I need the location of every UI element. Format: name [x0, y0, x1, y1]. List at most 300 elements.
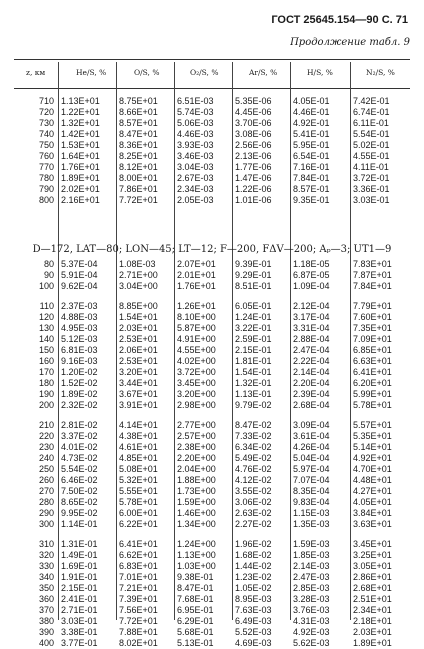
table-cell: 2.38E+00: [177, 442, 216, 452]
column-header-n2: N₂/S, %: [366, 68, 395, 77]
table-cell: 3.91E+01: [119, 400, 158, 410]
table-top-rule: [14, 59, 410, 60]
table-cell: 2.15E-01: [235, 345, 272, 355]
table-cell: 5.68E-01: [177, 627, 214, 637]
altitude-cell: 180: [38, 378, 54, 388]
altitude-cell: 170: [38, 367, 54, 377]
table-cell: 2.15E-01: [61, 583, 98, 593]
block1-o-column: [119, 96, 158, 206]
altitude-cell: 370: [38, 605, 54, 615]
table-cell: 5.02E-01: [353, 140, 390, 150]
section-conditions-label: D—172, LAT—80; LON—45; LT—12; F—200, FΔV—200; Aₚ—3; UT1—9: [32, 244, 392, 255]
table-cell: 5.14E+01: [353, 442, 392, 452]
block1-altitude-column: [14, 96, 54, 206]
table-cell: 5.35E+01: [353, 431, 392, 441]
row-spacer: [61, 530, 98, 539]
table-cell: 6.20E+01: [353, 378, 392, 388]
table-cell: 7.88E+01: [119, 627, 158, 637]
table-cell: 8.85E+00: [119, 301, 158, 311]
table-cell: 1.59E-03: [293, 539, 330, 549]
table-cell: 3.72E+00: [177, 367, 216, 377]
row-spacer: [119, 530, 158, 539]
table-cell: 5.62E-03: [293, 638, 330, 648]
table-cell: 2.12E-04: [293, 301, 330, 311]
table-cell: 2.05E-03: [177, 195, 214, 205]
table-cell: 9.79E-02: [235, 400, 272, 410]
table-cell: 1.23E-02: [235, 572, 272, 582]
table-cell: 3.45E+01: [353, 539, 392, 549]
block1-h-column: [293, 96, 330, 206]
table-cell: 3.04E-03: [177, 162, 214, 172]
table-cell: 7.60E+01: [353, 312, 392, 322]
table-cell: 4.02E+00: [177, 356, 216, 366]
row-spacer: [14, 292, 54, 301]
table-cell: 1.76E+01: [61, 162, 100, 172]
row-spacer: [177, 411, 216, 420]
table-cell: 3.25E+01: [353, 550, 392, 560]
table-cell: 6.87E-05: [293, 270, 330, 280]
table-cell: 5.06E-03: [177, 118, 214, 128]
table-cell: 1.35E-03: [293, 519, 330, 529]
table-cell: 4.69E-03: [235, 638, 272, 648]
table-cell: 2.37E-03: [61, 301, 98, 311]
table-cell: 3.36E-01: [353, 184, 390, 194]
table-cell: 2.59E-01: [235, 334, 272, 344]
altitude-cell: 120: [38, 312, 54, 322]
altitude-cell: 380: [38, 616, 54, 626]
column-divider: [290, 62, 291, 620]
table-cell: 7.33E-02: [235, 431, 272, 441]
table-cell: 1.32E+01: [61, 118, 100, 128]
table-cell: 3.06E-02: [235, 497, 272, 507]
table-cell: 3.05E+01: [353, 561, 392, 571]
altitude-cell: 140: [38, 334, 54, 344]
table-cell: 9.16E-03: [61, 356, 98, 366]
table-cell: 5.97E-04: [293, 464, 330, 474]
table-cell: 3.28E-03: [293, 594, 330, 604]
block2-o-column: [119, 259, 158, 649]
row-spacer: [353, 530, 392, 539]
table-cell: 1.24E+00: [177, 539, 216, 549]
table-cell: 1.03E+00: [177, 561, 216, 571]
table-cell: 1.20E-02: [61, 367, 98, 377]
row-spacer: [61, 411, 98, 420]
table-cell: 4.95E-03: [61, 323, 98, 333]
column-header-he: He/S, %: [76, 68, 107, 77]
block2-altitude-column: [14, 259, 54, 649]
column-header-z: z, км: [26, 68, 46, 77]
table-cell: 4.05E-01: [293, 96, 330, 106]
altitude-cell: 710: [38, 96, 54, 106]
table-cell: 6.41E+01: [119, 539, 158, 549]
altitude-cell: 780: [38, 173, 54, 183]
row-spacer: [177, 530, 216, 539]
table-cell: 9.62E-04: [61, 281, 98, 291]
altitude-cell: 130: [38, 323, 54, 333]
table-cell: 1.34E+00: [177, 519, 216, 529]
table-cell: 4.55E-01: [353, 151, 390, 161]
table-cell: 1.89E+01: [61, 173, 100, 183]
column-divider: [232, 62, 233, 620]
table-cell: 6.05E-01: [235, 301, 272, 311]
altitude-cell: 770: [38, 162, 54, 172]
table-cell: 6.00E+01: [119, 508, 158, 518]
table-cell: 5.13E-01: [177, 638, 214, 648]
table-cell: 3.20E+00: [177, 389, 216, 399]
table-cell: 1.69E-01: [61, 561, 98, 571]
table-cell: 2.71E+00: [119, 270, 158, 280]
table-cell: 4.14E+01: [119, 420, 158, 430]
table-cell: 1.09E-04: [293, 281, 330, 291]
row-spacer: [293, 292, 330, 301]
table-cell: 7.87E+01: [353, 270, 392, 280]
table-cell: 2.68E+01: [353, 583, 392, 593]
table-cell: 6.63E+01: [353, 356, 392, 366]
table-cell: 7.42E-01: [353, 96, 390, 106]
table-cell: 6.51E-03: [177, 96, 214, 106]
table-cell: 1.08E-03: [119, 259, 156, 269]
table-cell: 4.27E+01: [353, 486, 392, 496]
altitude-cell: 350: [38, 583, 54, 593]
altitude-cell: 390: [38, 627, 54, 637]
altitude-cell: 800: [38, 195, 54, 205]
table-cell: 6.83E+01: [119, 561, 158, 571]
table-cell: 4.05E+01: [353, 497, 392, 507]
table-cell: 7.07E-04: [293, 475, 330, 485]
table-cell: 1.44E-02: [235, 561, 272, 571]
page-header: ГОСТ 25645.154—90 С. 71: [271, 14, 408, 26]
table-cell: 1.13E+01: [61, 96, 100, 106]
block1-ar-column: [235, 96, 272, 206]
table-cell: 5.95E-01: [293, 140, 330, 150]
table-cell: 2.88E-04: [293, 334, 330, 344]
table-cell: 5.55E+01: [119, 486, 158, 496]
table-cell: 3.38E-01: [61, 627, 98, 637]
table-cell: 3.61E-04: [293, 431, 330, 441]
table-cell: 5.49E-02: [235, 453, 272, 463]
table-cell: 8.66E+01: [119, 107, 158, 117]
table-cell: 8.00E+01: [119, 173, 158, 183]
table-cell: 8.12E+01: [119, 162, 158, 172]
table-cell: 4.26E-04: [293, 442, 330, 452]
altitude-cell: 210: [38, 420, 54, 430]
table-cell: 6.54E-01: [293, 151, 330, 161]
table-cell: 4.85E+01: [119, 453, 158, 463]
table-cell: 1.91E-01: [61, 572, 98, 582]
table-cell: 1.85E-03: [293, 550, 330, 560]
table-cell: 2.03E+01: [353, 627, 392, 637]
table-cell: 5.78E+01: [353, 400, 392, 410]
table-cell: 2.47E-03: [293, 572, 330, 582]
row-spacer: [14, 411, 54, 420]
column-divider: [350, 62, 351, 620]
table-cell: 7.84E+01: [353, 281, 392, 291]
altitude-cell: 760: [38, 151, 54, 161]
table-cell: 3.03E-01: [353, 195, 390, 205]
table-cell: 3.46E-03: [177, 151, 214, 161]
table-cell: 3.63E+01: [353, 519, 392, 529]
table-cell: 2.41E-01: [61, 594, 98, 604]
table-cell: 1.15E-03: [293, 508, 330, 518]
table-cell: 7.21E+01: [119, 583, 158, 593]
table-cell: 4.70E+01: [353, 464, 392, 474]
altitude-cell: 190: [38, 389, 54, 399]
table-cell: 3.09E-04: [293, 420, 330, 430]
table-cell: 4.11E-01: [353, 162, 389, 172]
table-cell: 2.56E-06: [235, 140, 272, 150]
table-cell: 3.84E+01: [353, 508, 392, 518]
table-cell: 1.81E-01: [235, 356, 272, 366]
table-cell: 9.38E-01: [177, 572, 214, 582]
table-cell: 5.57E+01: [353, 420, 392, 430]
table-cell: 2.85E-03: [293, 583, 330, 593]
table-cell: 8.57E+01: [119, 118, 158, 128]
row-spacer: [177, 292, 216, 301]
table-cell: 4.92E-01: [293, 118, 330, 128]
altitude-cell: 270: [38, 486, 54, 496]
table-cell: 5.54E-01: [353, 129, 390, 139]
table-cell: 3.31E-04: [293, 323, 330, 333]
table-cell: 5.52E-03: [235, 627, 272, 637]
column-divider: [58, 62, 59, 620]
table-cell: 4.61E+01: [119, 442, 158, 452]
table-cell: 4.88E-03: [61, 312, 98, 322]
table-cell: 6.85E+01: [353, 345, 392, 355]
table-cell: 8.95E-03: [235, 594, 272, 604]
table-cell: 2.47E-04: [293, 345, 330, 355]
table-cell: 5.87E+00: [177, 323, 216, 333]
table-cell: 1.46E+00: [177, 508, 216, 518]
table-cell: 8.47E+01: [119, 129, 158, 139]
table-cell: 3.70E-06: [235, 118, 272, 128]
table-cell: 4.46E-01: [293, 107, 330, 117]
row-spacer: [293, 530, 330, 539]
table-cell: 1.64E+01: [61, 151, 100, 161]
altitude-cell: 400: [38, 638, 54, 648]
table-cell: 9.35E-01: [293, 195, 330, 205]
table-cell: 1.77E-06: [235, 162, 272, 172]
table-cell: 1.47E-06: [235, 173, 272, 183]
table-cell: 3.76E-03: [293, 605, 330, 615]
table-cell: 3.20E+01: [119, 367, 158, 377]
table-cell: 2.34E-03: [177, 184, 214, 194]
altitude-cell: 280: [38, 497, 54, 507]
altitude-cell: 230: [38, 442, 54, 452]
table-cell: 4.92E+01: [353, 453, 392, 463]
table-cell: 7.68E-01: [177, 594, 214, 604]
table-cell: 2.32E-02: [61, 400, 98, 410]
table-cell: 8.57E-01: [293, 184, 330, 194]
table-cell: 6.41E+01: [353, 367, 392, 377]
altitude-cell: 720: [38, 107, 54, 117]
block1-he-column: [61, 96, 100, 206]
table-cell: 3.72E-01: [353, 173, 390, 183]
table-cell: 1.42E+01: [61, 129, 100, 139]
table-cell: 1.73E+00: [177, 486, 216, 496]
table-cell: 2.51E+01: [353, 594, 392, 604]
table-cell: 3.37E-02: [61, 431, 98, 441]
table-cell: 3.77E-01: [61, 638, 98, 648]
row-spacer: [353, 411, 392, 420]
block1-o2-column: [177, 96, 214, 206]
table-cell: 5.91E-04: [61, 270, 98, 280]
row-spacer: [14, 530, 54, 539]
table-cell: 2.03E+01: [119, 323, 158, 333]
table-cell: 6.95E-01: [177, 605, 214, 615]
table-cell: 4.76E-02: [235, 464, 272, 474]
row-spacer: [119, 411, 158, 420]
altitude-cell: 150: [38, 345, 54, 355]
table-cell: 6.49E-03: [235, 616, 272, 626]
table-cell: 1.31E-01: [61, 539, 98, 549]
altitude-cell: 250: [38, 464, 54, 474]
table-cell: 7.84E-01: [293, 173, 330, 183]
table-cell: 2.39E-04: [293, 389, 330, 399]
table-cell: 2.14E-04: [293, 367, 330, 377]
table-cell: 2.20E+00: [177, 453, 216, 463]
row-spacer: [235, 411, 272, 420]
altitude-cell: 160: [38, 356, 54, 366]
table-cell: 7.72E+01: [119, 195, 158, 205]
table-cell: 8.47E-01: [177, 583, 214, 593]
table-cell: 5.37E-04: [61, 259, 98, 269]
row-spacer: [119, 292, 158, 301]
table-cell: 2.86E+01: [353, 572, 392, 582]
table-cell: 4.01E-02: [61, 442, 98, 452]
table-cell: 1.13E+00: [177, 550, 216, 560]
table-cell: 1.89E-02: [61, 389, 98, 399]
table-cell: 5.12E-03: [61, 334, 98, 344]
table-cell: 2.57E+00: [177, 431, 216, 441]
table-cell: 1.32E-01: [235, 378, 272, 388]
table-cell: 5.78E+01: [119, 497, 158, 507]
table-cell: 1.22E-06: [235, 184, 272, 194]
altitude-cell: 80: [43, 259, 54, 269]
altitude-cell: 740: [38, 129, 54, 139]
table-cell: 6.46E-02: [61, 475, 98, 485]
table-cell: 5.54E-02: [61, 464, 98, 474]
altitude-cell: 90: [43, 270, 54, 280]
table-cell: 2.01E+01: [177, 270, 216, 280]
table-cell: 7.35E+01: [353, 323, 392, 333]
altitude-cell: 200: [38, 400, 54, 410]
table-cell: 2.07E+01: [177, 259, 216, 269]
column-header-o: O/S, %: [134, 68, 160, 77]
table-cell: 1.24E-01: [235, 312, 272, 322]
table-cell: 8.10E+00: [177, 312, 216, 322]
block1-n2-column: [353, 96, 390, 206]
table-cell: 9.39E-01: [235, 259, 272, 269]
block2-n2-column: [353, 259, 392, 649]
row-spacer: [235, 292, 272, 301]
table-cell: 3.03E-01: [61, 616, 98, 626]
table-cell: 1.59E+00: [177, 497, 216, 507]
table-cell: 9.95E-02: [61, 508, 98, 518]
table-cell: 6.11E-01: [353, 118, 389, 128]
column-header-ar: Ar/S, %: [249, 68, 278, 77]
column-header-o2: O₂/S, %: [190, 68, 219, 77]
table-cell: 8.02E+01: [119, 638, 158, 648]
table-cell: 2.04E+00: [177, 464, 216, 474]
table-cell: 2.18E+01: [353, 616, 392, 626]
table-cell: 6.29E-01: [177, 616, 214, 626]
table-cell: 3.44E+01: [119, 378, 158, 388]
table-cell: 2.27E-02: [235, 519, 272, 529]
altitude-cell: 310: [38, 539, 54, 549]
table-cell: 7.01E+01: [119, 572, 158, 582]
table-cell: 9.29E-01: [235, 270, 272, 280]
altitude-cell: 360: [38, 594, 54, 604]
table-cell: 3.08E-06: [235, 129, 272, 139]
table-cell: 7.50E-02: [61, 486, 98, 496]
table-cell: 8.65E-02: [61, 497, 98, 507]
altitude-cell: 300: [38, 519, 54, 529]
table-cell: 3.04E+00: [119, 281, 158, 291]
table-cell: 5.04E-04: [293, 453, 330, 463]
table-cell: 1.22E+01: [61, 107, 100, 117]
table-cell: 6.34E-02: [235, 442, 272, 452]
table-cell: 3.93E-03: [177, 140, 214, 150]
table-cell: 1.96E-02: [235, 539, 272, 549]
altitude-cell: 750: [38, 140, 54, 150]
table-cell: 4.55E+00: [177, 345, 216, 355]
table-cell: 2.34E+01: [353, 605, 392, 615]
row-spacer: [353, 292, 392, 301]
table-cell: 2.98E+00: [177, 400, 216, 410]
table-cell: 7.63E-03: [235, 605, 272, 615]
altitude-cell: 110: [39, 301, 54, 311]
table-cell: 8.25E+01: [119, 151, 158, 161]
table-cell: 6.81E-03: [61, 345, 98, 355]
table-cell: 4.91E+00: [177, 334, 216, 344]
table-cell: 2.63E-02: [235, 508, 272, 518]
table-cell: 1.88E+00: [177, 475, 216, 485]
table-cell: 1.54E+01: [119, 312, 158, 322]
block2-h-column: [293, 259, 330, 649]
table-cell: 2.53E+01: [119, 356, 158, 366]
table-cell: 4.73E-02: [61, 453, 98, 463]
row-spacer: [235, 530, 272, 539]
table-cell: 4.92E-03: [293, 627, 330, 637]
table-cell: 6.74E-01: [353, 107, 390, 117]
table-cell: 2.20E-04: [293, 378, 330, 388]
table-cell: 7.16E-01: [293, 162, 330, 172]
row-spacer: [61, 292, 98, 301]
table-cell: 4.46E-03: [177, 129, 214, 139]
table-cell: 2.71E-01: [61, 605, 98, 615]
table-cell: 6.22E+01: [119, 519, 158, 529]
table-cell: 2.53E+01: [119, 334, 158, 344]
table-cell: 7.09E+01: [353, 334, 392, 344]
table-cell: 1.26E+01: [177, 301, 216, 311]
table-cell: 1.76E+01: [177, 281, 216, 291]
altitude-cell: 330: [38, 561, 54, 571]
table-cell: 4.45E-06: [235, 107, 272, 117]
altitude-cell: 100: [38, 281, 54, 291]
table-cell: 1.54E-01: [235, 367, 272, 377]
table-cell: 5.74E-03: [177, 107, 214, 117]
table-cell: 7.56E+01: [119, 605, 158, 615]
block2-ar-column: [235, 259, 272, 649]
table-cell: 1.14E-01: [61, 519, 98, 529]
table-cell: 2.16E+01: [61, 195, 100, 205]
table-cell: 1.13E-01: [235, 389, 272, 399]
altitude-cell: 320: [38, 550, 54, 560]
table-cell: 7.72E+01: [119, 616, 158, 626]
table-cell: 2.22E-04: [293, 356, 330, 366]
table-cell: 9.83E-04: [293, 497, 330, 507]
table-cell: 5.41E-01: [293, 129, 330, 139]
